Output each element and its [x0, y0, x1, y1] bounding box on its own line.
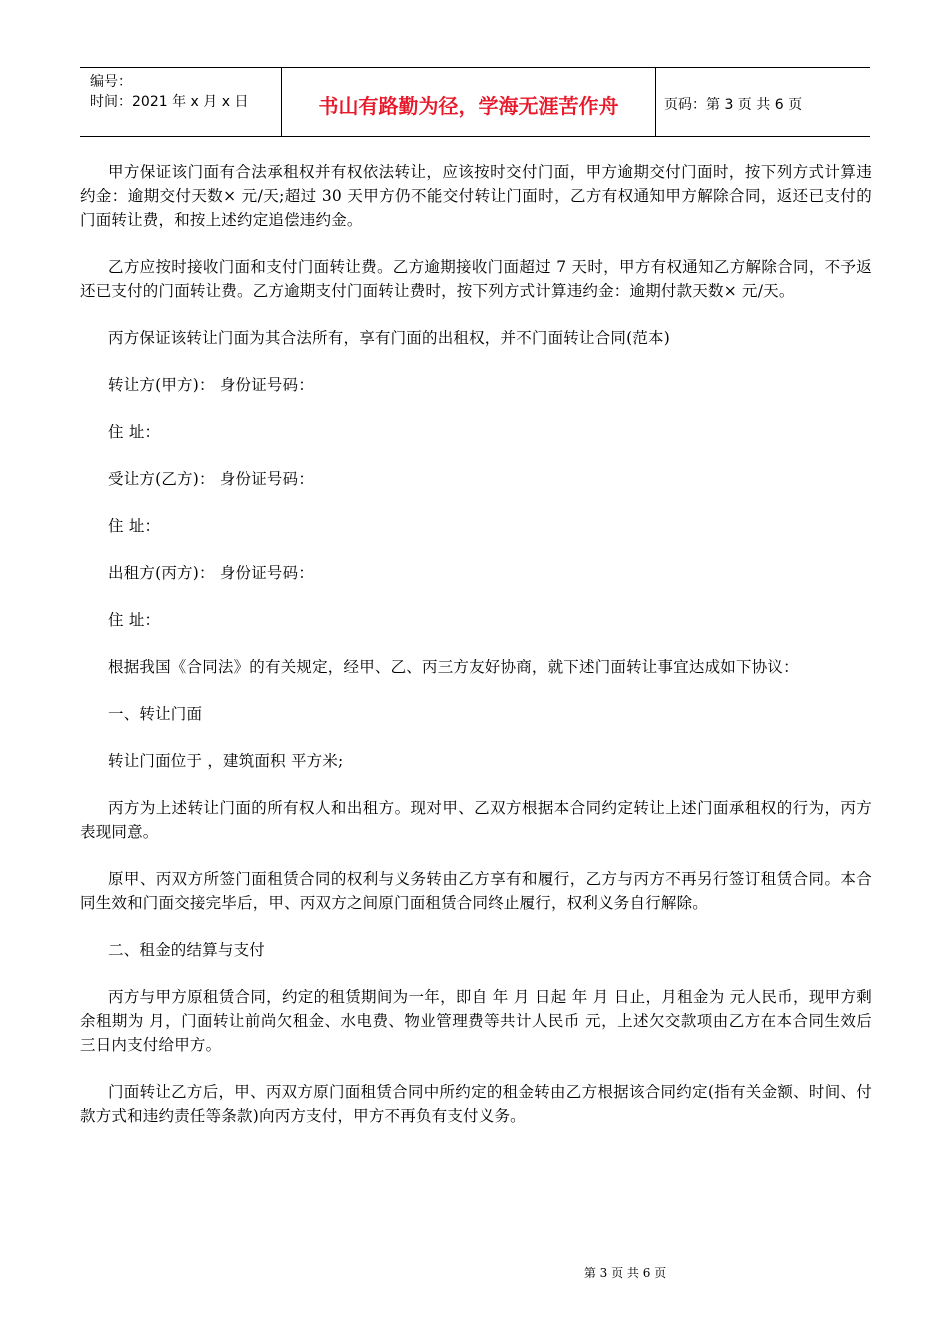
paragraph-rent-terms: 丙方与甲方原租赁合同，约定的租赁期间为一年，即自 年 月 日起 年 月 日止，月租金为 元人民币，现甲方剩余租期为 月，门面转让前尚欠租金、水电费、物业管理费等共计人民币 元，上述欠交款项由乙方在本合同生效后三日内支付给甲方。: [80, 988, 872, 1054]
paragraph-2: 乙方应按时接收门面和支付门面转让费。乙方逾期接收门面超过 7 天时，甲方有权通知乙方解除合同，不予返还已支付的门面转让费。乙方逾期支付门面转让费时，按下列方式计算违约金：逾期付款天数× 元/天。: [80, 258, 872, 300]
paragraph-3: 丙方保证该转让门面为其合法所有，享有门面的出租权，并不门面转让合同(范本): [108, 329, 670, 347]
document-date: 时间：2021 年 x 月 x 日: [90, 94, 249, 110]
lessor-address: 住 址：: [108, 611, 161, 629]
transferee-line: 受让方(乙方)： 身份证号码：: [108, 470, 315, 488]
page-footer: [0, 1264, 950, 1281]
footer-page-number: 第 3 页 共 6 页: [583, 1266, 667, 1280]
paragraph-owner-consent: 丙方为上述转让门面的所有权人和出租方。现对甲、乙双方根据本合同约定转让上述门面承租权的行为，丙方表现同意。: [80, 799, 872, 841]
header-meta: [80, 68, 282, 136]
document-body: [80, 160, 872, 1151]
document-number: 编号：: [90, 74, 132, 90]
paragraph-rent-payment: 门面转让乙方后，甲、丙双方原门面租赁合同中所约定的租金转由乙方根据该合同约定(指有关金额、时间、付款方式和违约责任等条款)向丙方支付，甲方不再负有支付义务。: [80, 1083, 872, 1125]
document-header: [80, 67, 870, 137]
section-heading-2: 二、租金的结算与支付: [108, 941, 266, 959]
header-page-number: 页码：第 3 页 共 6 页: [664, 97, 803, 113]
agreement-intro: 根据我国《合同法》的有关规定，经甲、乙、丙三方友好协商，就下述门面转让事宜达成如下协议：: [108, 658, 799, 676]
paragraph-1: 甲方保证该门面有合法承租权并有权依法转让，应该按时交付门面，甲方逾期交付门面时，按下列方式计算违约金：逾期交付天数× 元/天;超过 30 天甲方仍不能交付转让门面时，乙方有权通知甲方解除合同，返还已支付的门面转让费，和按上述约定追偿违约金。: [80, 163, 872, 229]
transferor-address: 住 址：: [108, 423, 161, 441]
paragraph-lease-transfer: 原甲、丙双方所签门面租赁合同的权利与义务转由乙方享有和履行，乙方与丙方不再另行签订租赁合同。本合同生效和门面交接完毕后，甲、丙双方之间原门面租赁合同终止履行，权利义务自行解除。: [80, 870, 872, 912]
transferee-address: 住 址：: [108, 517, 161, 535]
lessor-line: 出租方(丙方)： 身份证号码：: [108, 564, 315, 582]
storefront-location: 转让门面位于 ，建筑面积 平方米;: [108, 752, 344, 770]
transferor-line: 转让方(甲方)： 身份证号码：: [108, 376, 315, 394]
header-motto: 书山有路勤为径，学海无涯苦作舟: [282, 68, 656, 136]
section-heading-1: 一、转让门面: [108, 705, 203, 723]
